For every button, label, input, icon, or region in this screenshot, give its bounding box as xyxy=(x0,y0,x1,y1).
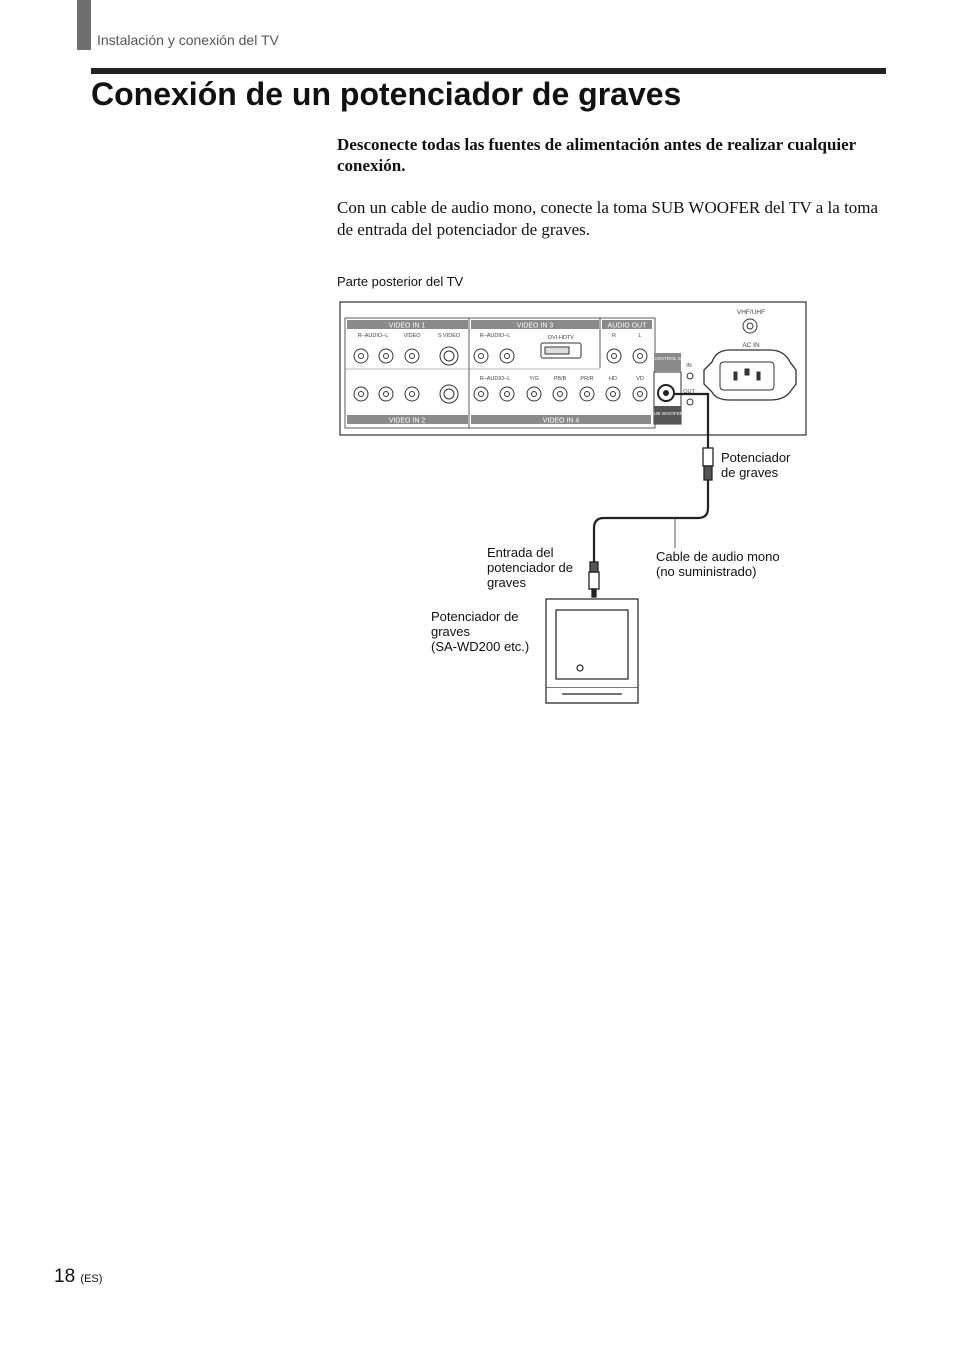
label-vhf-uhf: VHF/UHF xyxy=(736,309,766,316)
label-dvi-hdtv: DVI-HDTV xyxy=(548,335,574,341)
label-r-audio-l-1: R–AUDIO–L xyxy=(357,333,389,339)
label-out: OUT xyxy=(683,389,695,395)
subwoofer-icon xyxy=(546,599,638,703)
label-pb-b: PB/B xyxy=(553,376,567,382)
page-number xyxy=(54,1266,102,1288)
s-video-jacks xyxy=(440,347,458,403)
label-audio-out: AUDIO OUT xyxy=(607,322,647,330)
instruction-text: Con un cable de audio mono, conecte la toma SUB WOOFER del TV a la toma de entrada del potenciador de graves. xyxy=(337,198,879,239)
label-control-s: CONTROL S xyxy=(653,357,681,362)
figure-caption: Parte posterior del TV xyxy=(337,274,464,289)
label-in: IN xyxy=(686,363,692,369)
label-r-audio-l-4: R–AUDIO–L xyxy=(479,376,511,382)
callout-device: Potenciador de graves (SA-WD200 etc.) xyxy=(431,609,530,654)
callout-cable: Cable de audio mono (no suministrado) xyxy=(656,549,780,579)
antenna-and-ac-inlet xyxy=(704,319,796,400)
label-ac-in: AC IN xyxy=(742,342,760,349)
label-video-in-2: VIDEO IN 2 xyxy=(388,417,426,425)
label-video-in-3: VIDEO IN 3 xyxy=(516,322,554,330)
label-pr-r: PR/R xyxy=(580,376,594,382)
page-language: (ES) xyxy=(80,1273,103,1285)
label-sub-woofer: SUB WOOFER xyxy=(650,412,684,417)
label-y-g: Y/G xyxy=(529,376,539,382)
label-r: R xyxy=(612,333,616,339)
warning-text: Desconecte todas las fuentes de alimentación antes de realizar cualquier conexión. xyxy=(337,135,856,175)
label-vd: VD xyxy=(636,376,644,382)
rca-jacks xyxy=(354,349,647,401)
label-video-in-4: VIDEO IN 4 xyxy=(542,417,580,425)
dvi-connector xyxy=(541,343,581,358)
label-l: L xyxy=(638,333,642,339)
page-number-value: 18 xyxy=(54,1266,76,1287)
page-title: Conexión de un potenciador de graves xyxy=(91,76,682,112)
label-video: VIDEO xyxy=(403,333,421,339)
label-hd: HD xyxy=(609,376,617,382)
label-s-video: S VIDEO xyxy=(437,333,461,339)
label-video-in-1: VIDEO IN 1 xyxy=(388,322,426,330)
section-label: Instalación y conexión del TV xyxy=(97,32,279,48)
callout-tv-jack: Potenciador de graves xyxy=(721,450,791,480)
callout-input: Entrada del potenciador de graves xyxy=(487,545,574,590)
label-r-audio-l-3: R–AUDIO–L xyxy=(479,333,511,339)
